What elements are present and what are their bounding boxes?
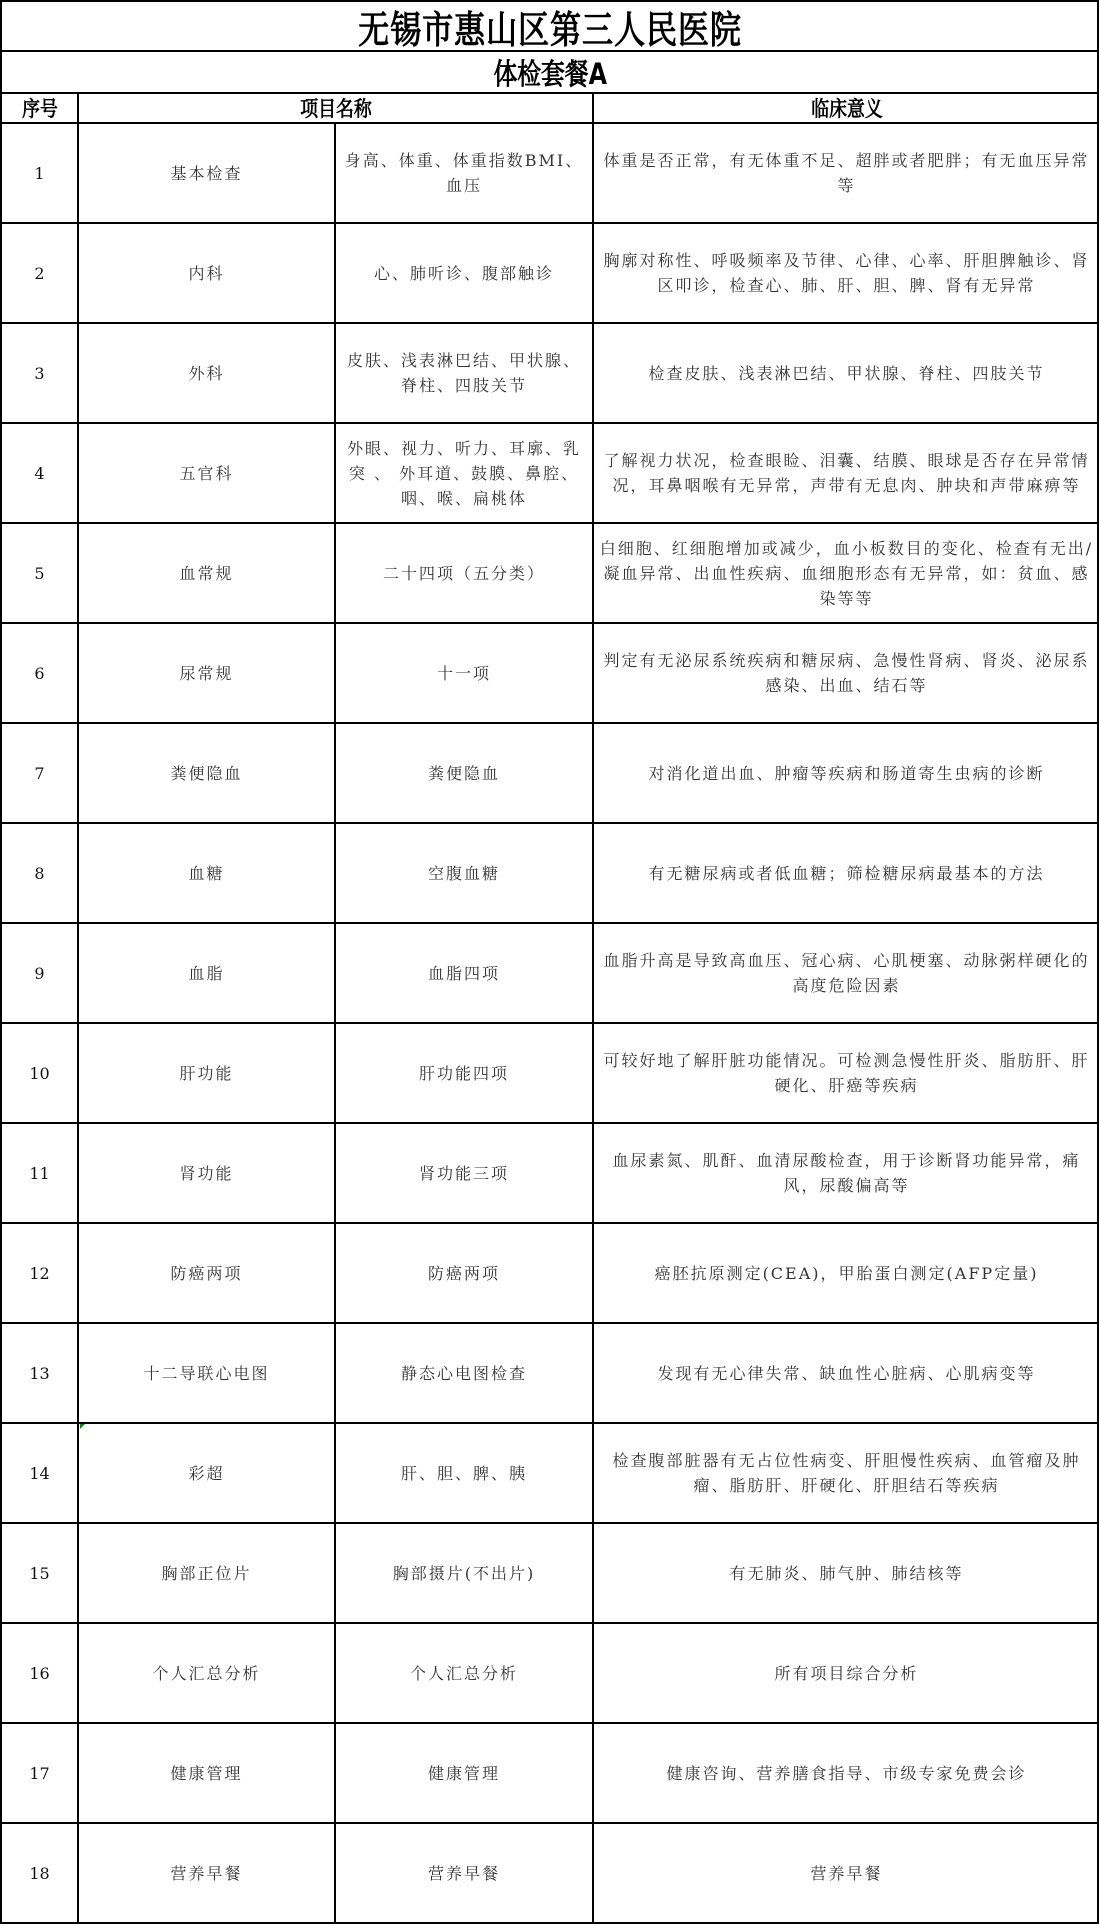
cell-significance[interactable]: 营养早餐 bbox=[810, 1863, 883, 1883]
cell-detail[interactable]: 个人汇总分析 bbox=[336, 1624, 594, 1722]
cell-significance[interactable]: 可较好地了解肝脏功能情况。可检测急慢性肝炎、脂肪肝、肝硬化、肝癌等疾病 bbox=[603, 1051, 1090, 1095]
table-body bbox=[2, 124, 1099, 1924]
table-row bbox=[2, 1524, 1099, 1624]
cell-detail[interactable]: 肝、胆、脾、胰 bbox=[336, 1424, 594, 1522]
cell-seq[interactable]: 18 bbox=[2, 1824, 79, 1922]
header-clinical-significance: 临床意义 bbox=[810, 97, 883, 121]
cell-significance[interactable]: 癌胚抗原测定(CEA)，甲胎蛋白测定(AFP定量) bbox=[654, 1263, 1039, 1283]
table-row bbox=[2, 624, 1099, 724]
document-title bbox=[2, 0, 1099, 52]
table-row bbox=[2, 1624, 1099, 1724]
cell-significance[interactable]: 体重是否正常，有无体重不足、超胖或者肥胖；有无血压异常等 bbox=[603, 151, 1090, 195]
table-row bbox=[2, 424, 1099, 524]
table-row bbox=[2, 1124, 1099, 1224]
cell-item[interactable]: 肾功能 bbox=[79, 1124, 336, 1222]
table-row bbox=[2, 1724, 1099, 1824]
cell-seq[interactable]: 8 bbox=[2, 824, 79, 922]
cell-detail[interactable]: 肝功能四项 bbox=[336, 1024, 594, 1122]
cell-significance[interactable]: 发现有无心律失常、缺血性心脏病、心肌病变等 bbox=[657, 1363, 1036, 1383]
cell-detail[interactable]: 静态心电图检查 bbox=[336, 1324, 594, 1422]
table-row bbox=[2, 924, 1099, 1024]
cell-item[interactable]: 血脂 bbox=[79, 924, 336, 1022]
cell-significance[interactable]: 有无糖尿病或者低血糖；筛检糖尿病最基本的方法 bbox=[648, 863, 1045, 883]
cell-item[interactable]: 基本检查 bbox=[79, 124, 336, 222]
cell-seq[interactable]: 13 bbox=[2, 1324, 79, 1422]
table-row bbox=[2, 524, 1099, 624]
cell-seq[interactable]: 16 bbox=[2, 1624, 79, 1722]
cell-detail[interactable]: 健康管理 bbox=[336, 1724, 594, 1822]
cell-item[interactable]: 肝功能 bbox=[79, 1024, 336, 1122]
cell-item[interactable]: 血糖 bbox=[79, 824, 336, 922]
cell-item[interactable]: 胸部正位片 bbox=[79, 1524, 336, 1622]
cell-significance[interactable]: 判定有无泌尿系统疾病和糖尿病、急慢性肾病、肾炎、泌尿系感染、出血、结石等 bbox=[603, 651, 1090, 695]
cell-detail[interactable]: 血脂四项 bbox=[336, 924, 594, 1022]
table-row bbox=[2, 1824, 1099, 1924]
cell-item[interactable]: 健康管理 bbox=[79, 1724, 336, 1822]
cell-detail[interactable]: 身高、体重、体重指数BMI、血压 bbox=[336, 124, 594, 222]
cell-detail[interactable]: 空腹血糖 bbox=[336, 824, 594, 922]
document-subtitle bbox=[2, 52, 1099, 94]
header-seq: 序号 bbox=[2, 94, 79, 122]
cell-comment-marker bbox=[80, 1424, 85, 1429]
cell-seq[interactable]: 7 bbox=[2, 724, 79, 822]
cell-significance[interactable]: 了解视力状况，检查眼睑、泪囊、结膜、眼球是否存在异常情况，耳鼻咽喉有无异常，声带有无息肉、肿块和声带麻痹等 bbox=[603, 451, 1090, 495]
cell-item[interactable]: 个人汇总分析 bbox=[79, 1624, 336, 1722]
cell-seq[interactable]: 12 bbox=[2, 1224, 79, 1322]
cell-seq[interactable]: 15 bbox=[2, 1524, 79, 1622]
cell-item[interactable]: 防癌两项 bbox=[79, 1224, 336, 1322]
cell-significance[interactable]: 胸廓对称性、呼吸频率及节律、心律、心率、肝胆脾触诊、肾区叩诊，检查心、肺、肝、胆、脾、肾有无异常 bbox=[603, 251, 1090, 295]
table-row bbox=[2, 824, 1099, 924]
table-row bbox=[2, 224, 1099, 324]
cell-item[interactable]: 十二导联心电图 bbox=[79, 1324, 336, 1422]
cell-seq[interactable]: 6 bbox=[2, 624, 79, 722]
cell-detail[interactable]: 二十四项（五分类） bbox=[336, 524, 594, 622]
table-row bbox=[2, 1224, 1099, 1324]
cell-significance[interactable]: 血脂升高是导致高血压、冠心病、心肌梗塞、动脉粥样硬化的高度危险因素 bbox=[603, 951, 1090, 995]
cell-detail[interactable]: 外眼、视力、听力、耳廓、乳突 、 外耳道、鼓膜、鼻腔、咽、喉、扁桃体 bbox=[336, 424, 594, 522]
cell-seq[interactable]: 14 bbox=[2, 1424, 79, 1522]
cell-significance[interactable]: 对消化道出血、肿瘤等疾病和肠道寄生虫病的诊断 bbox=[648, 763, 1045, 783]
cell-item[interactable]: 外科 bbox=[79, 324, 336, 422]
cell-significance[interactable]: 检查皮肤、浅表淋巴结、甲状腺、脊柱、四肢关节 bbox=[648, 363, 1045, 383]
table-row bbox=[2, 724, 1099, 824]
cell-detail[interactable]: 肾功能三项 bbox=[336, 1124, 594, 1222]
hospital-name: 无锡市惠山区第三人民医院 bbox=[358, 7, 743, 52]
cell-significance[interactable]: 血尿素氮、肌酐、血清尿酸检查，用于诊断肾功能异常，痛风，尿酸偏高等 bbox=[612, 1151, 1081, 1195]
table-header bbox=[2, 94, 1099, 124]
cell-significance[interactable]: 检查腹部脏器有无占位性病变、肝胆慢性疾病、血管瘤及肿瘤、脂肪肝、肝硬化、肝胆结石等疾病 bbox=[612, 1451, 1081, 1495]
cell-seq[interactable]: 4 bbox=[2, 424, 79, 522]
cell-seq[interactable]: 10 bbox=[2, 1024, 79, 1122]
cell-significance[interactable]: 有无肺炎、肺气肿、肺结核等 bbox=[729, 1563, 964, 1583]
cell-seq[interactable]: 1 bbox=[2, 124, 79, 222]
cell-seq[interactable]: 9 bbox=[2, 924, 79, 1022]
cell-detail[interactable]: 十一项 bbox=[336, 624, 594, 722]
cell-detail[interactable]: 胸部摄片(不出片) bbox=[336, 1524, 594, 1622]
cell-item[interactable]: 五官科 bbox=[79, 424, 336, 522]
table-row bbox=[2, 324, 1099, 424]
table-row bbox=[2, 1324, 1099, 1424]
cell-detail[interactable]: 营养早餐 bbox=[336, 1824, 594, 1922]
cell-seq[interactable]: 17 bbox=[2, 1724, 79, 1822]
cell-item[interactable]: 尿常规 bbox=[79, 624, 336, 722]
cell-significance[interactable]: 健康咨询、营养膳食指导、市级专家免费会诊 bbox=[666, 1763, 1027, 1783]
table-row bbox=[2, 1424, 1099, 1524]
cell-seq[interactable]: 2 bbox=[2, 224, 79, 322]
cell-seq[interactable]: 3 bbox=[2, 324, 79, 422]
cell-item[interactable]: 内科 bbox=[79, 224, 336, 322]
cell-significance[interactable]: 白细胞、红细胞增加或减少，血小板数目的变化、检查有无出/ 凝血异常、出血性疾病、血细胞形态有无异常，如：贫血、感染等等 bbox=[599, 538, 1094, 608]
cell-detail[interactable]: 皮肤、浅表淋巴结、甲状腺、脊柱、四肢关节 bbox=[336, 324, 594, 422]
cell-detail[interactable]: 心、肺听诊、腹部触诊 bbox=[336, 224, 594, 322]
cell-item[interactable]: 彩超 bbox=[79, 1424, 336, 1522]
cell-item[interactable]: 粪便隐血 bbox=[79, 724, 336, 822]
cell-seq[interactable]: 5 bbox=[2, 524, 79, 622]
cell-item[interactable]: 营养早餐 bbox=[79, 1824, 336, 1922]
table-row bbox=[2, 124, 1099, 224]
table-row bbox=[2, 1024, 1099, 1124]
cell-detail[interactable]: 防癌两项 bbox=[336, 1224, 594, 1322]
cell-detail[interactable]: 粪便隐血 bbox=[336, 724, 594, 822]
cell-item[interactable]: 血常规 bbox=[79, 524, 336, 622]
cell-seq[interactable]: 11 bbox=[2, 1124, 79, 1222]
header-item-name: 项目名称 bbox=[79, 94, 594, 122]
cell-significance[interactable]: 所有项目综合分析 bbox=[774, 1663, 919, 1683]
package-name: 体检套餐A bbox=[493, 56, 608, 91]
